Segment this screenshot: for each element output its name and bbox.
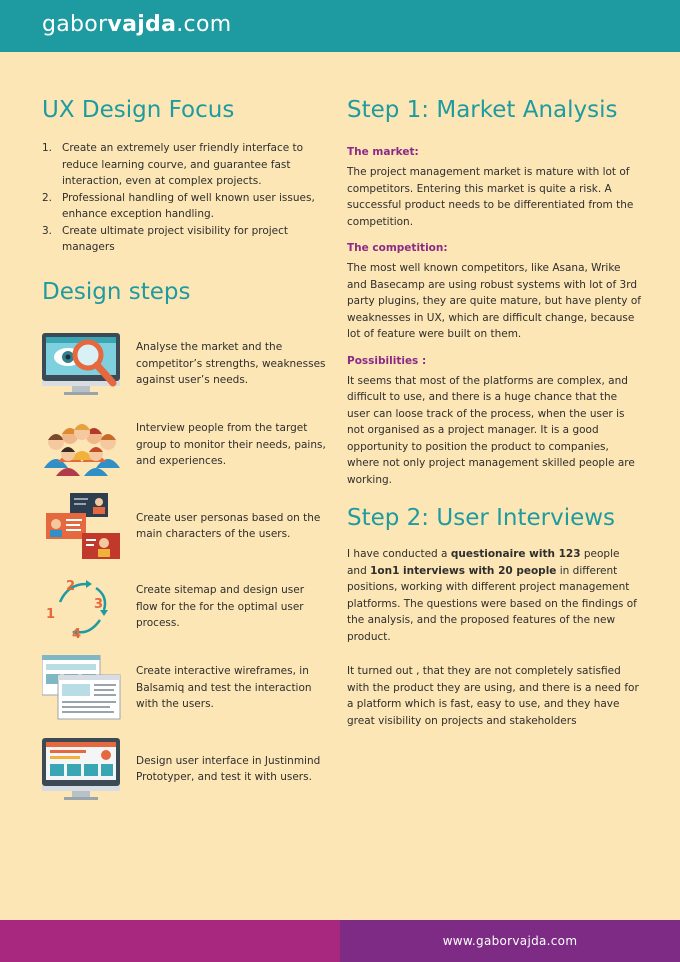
- footer-right-band: [340, 920, 680, 962]
- design-step: [42, 486, 327, 567]
- design-step: [42, 405, 327, 486]
- footer-left-band: [0, 920, 340, 962]
- step1-title: Step 1: Market Analysis: [347, 97, 618, 123]
- page-header: [0, 0, 680, 52]
- possibilities-text: It seems that most of the platforms are complex, and difficult to use, and there is a huge chance that the user can loose track of the process, when the user is not organised as a project manager. It is a good opportunity to position the product to companies, where not only project management skilled people are working.: [347, 374, 635, 486]
- step2-title: Step 2: User Interviews: [347, 505, 616, 531]
- design-step: [42, 324, 327, 405]
- design-step-text: Create user personas based on the main characters of the users.: [136, 511, 321, 540]
- site-logo[interactable]: [42, 12, 231, 37]
- design-steps-title: Design steps: [42, 278, 191, 305]
- page-footer: [0, 920, 680, 962]
- design-step: [42, 648, 327, 729]
- logo-part-gabor: gabor: [42, 12, 108, 37]
- focus-item-number: 3.: [42, 224, 53, 237]
- market-text: The project management market is mature with lot of competitors. Entering this market is quite a risk. A successful product needs to be differentiated from the competition.: [347, 166, 634, 228]
- interview-text-segment: in different positions, working with different project management platforms. The questions were based on the findings of the analysis, and the proposed features of the new product.: [347, 564, 637, 643]
- design-steps-list: [42, 324, 327, 810]
- design-step-text: Create sitemap and design user flow for the for the optimal user process.: [136, 584, 305, 630]
- svg-text:4: 4: [72, 627, 82, 640]
- market-label: The market:: [347, 146, 419, 158]
- focus-item-text: Create an extremely user friendly interface to reduce learning courve, and guarantee fast interaction, even at complex projects.: [62, 142, 304, 187]
- focus-item: [42, 140, 327, 190]
- market-analysis-icon: [42, 329, 136, 399]
- interview-text-segment: I have conducted a: [347, 548, 451, 560]
- focus-list: [42, 140, 327, 256]
- design-step: [42, 729, 327, 810]
- focus-item: [42, 190, 327, 223]
- design-step: [42, 567, 327, 648]
- left-column: [42, 96, 327, 810]
- possibilities-label: Possibilities :: [347, 354, 427, 367]
- design-step-text: Analyse the market and the competitor’s strengths, weaknesses against user’s needs.: [136, 341, 326, 387]
- competition-label: The competition:: [347, 242, 448, 254]
- focus-item-number: 2.: [42, 191, 53, 204]
- focus-item-number: 1.: [42, 142, 53, 154]
- logo-part-com: .com: [176, 12, 232, 37]
- focus-item-text: Create ultimate project visibility for project managers: [62, 224, 289, 253]
- people-group-icon: [42, 410, 136, 480]
- ui-design-icon: [42, 734, 136, 804]
- svg-text:2: 2: [66, 579, 76, 594]
- right-column: [347, 96, 642, 729]
- footer-url-link[interactable]: www.gaborvajda.com: [442, 934, 578, 948]
- ux-design-focus-title: UX Design Focus: [42, 97, 235, 123]
- design-step-text: Create interactive wireframes, in Balsamiq and test the interaction with the users.: [136, 665, 312, 711]
- user-flow-icon: [42, 572, 136, 642]
- competition-text: The most well known competitors, like Asana, Wrike and Basecamp are using robust systems with lot of 3rd party plugins, they are quite mature, but have plenty of weaknesses in UX, which are difficult change, because lot of feature were built on them.: [347, 262, 641, 340]
- logo-part-vajda: vajda: [107, 12, 177, 37]
- wireframe-icon: [42, 653, 136, 723]
- interview-paragraph-1: [347, 546, 642, 645]
- focus-item-text: Professional handling of well known user issues, enhance exception handling.: [62, 191, 315, 220]
- design-step-text: Interview people from the target group to monitor their needs, pains, and experiences.: [136, 422, 326, 468]
- interview-paragraph-2: It turned out , that they are not completely satisfied with the product they are using, and there is a need for a platform which is fast, easy to use, and they have great visibility on projects and stakeholders: [347, 665, 639, 727]
- interview-highlight-1on1: 1on1 interviews with 20 people: [370, 564, 557, 577]
- svg-text:3: 3: [94, 597, 104, 612]
- svg-text:1: 1: [46, 607, 56, 622]
- interview-highlight-questionaire: questionaire with 123: [450, 548, 581, 560]
- design-step-text: Design user interface in Justinmind Prototyper, and test it with users.: [136, 754, 321, 783]
- personas-icon: [42, 491, 136, 561]
- interview-text-segment: people and: [347, 548, 620, 577]
- focus-item: [42, 223, 327, 256]
